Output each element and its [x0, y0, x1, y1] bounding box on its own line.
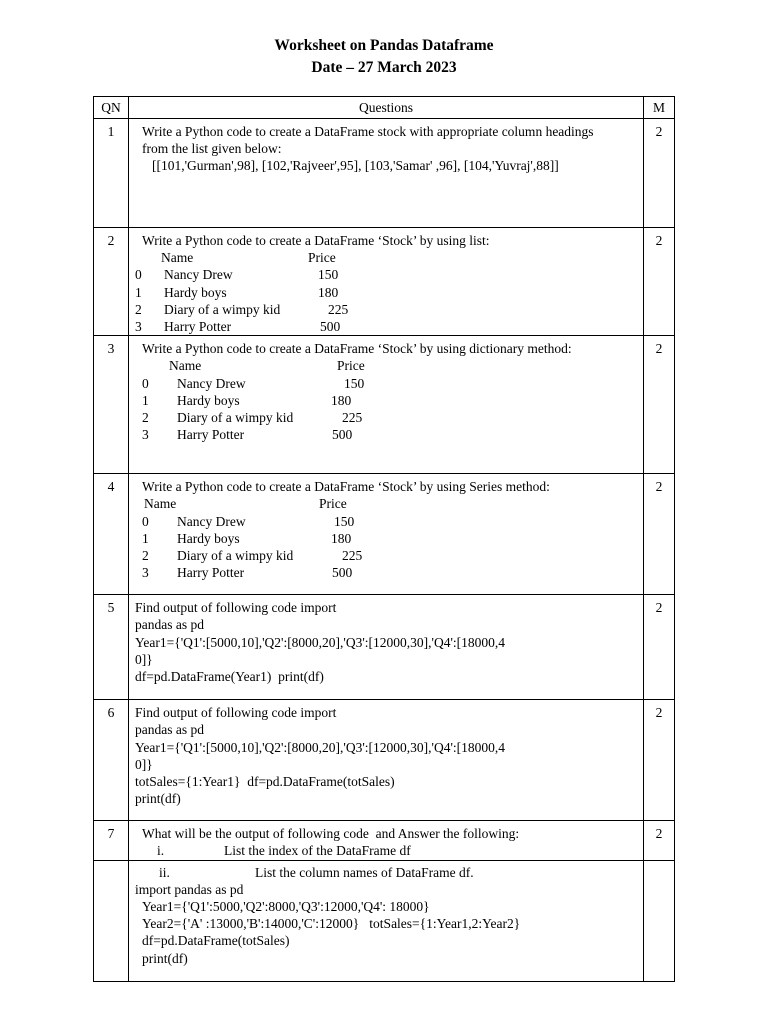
question-text	[129, 336, 644, 474]
question-text	[129, 860, 644, 981]
code-line: Year1={'Q1':5000,'Q2':8000,'Q3':12000,'Q4': 18000}	[142, 899, 430, 915]
question-line: from the list given below:	[142, 141, 282, 157]
header-qn: QN	[94, 97, 129, 119]
sub-question-number: i.	[157, 843, 165, 859]
question-marks: 2	[644, 336, 675, 474]
col-name: Name	[169, 358, 202, 374]
data-table-row: 0 Nancy Drew 150	[142, 375, 365, 391]
question-line: Write a Python code to create a DataFrame ‘Stock’ by using list:	[142, 233, 490, 248]
col-name: Name	[161, 250, 194, 266]
col-price: Price	[319, 496, 347, 512]
question-line: df=pd.DataFrame(Year1) print(df)	[135, 669, 324, 685]
question-line: pandas as pd	[135, 722, 204, 738]
question-line: Write a Python code to create a DataFrame ‘Stock’ by using dictionary method:	[142, 341, 572, 357]
data-table-row: 2 Diary of a wimpy kid 225	[135, 301, 349, 317]
question-text	[129, 821, 644, 860]
data-table-row: 1 Hardy boys 180	[142, 530, 352, 546]
data-table-row: 3 Harry Potter 500	[142, 565, 353, 581]
table-row	[94, 700, 675, 821]
sub-question-text: List the index of the DataFrame df	[224, 843, 411, 859]
question-number: 4	[94, 474, 129, 595]
col-name: Name	[144, 496, 177, 512]
question-text	[129, 228, 644, 336]
data-table-header	[129, 357, 643, 374]
question-line: [[101,'Gurman',98], [102,'Rajveer',95], [103,'Samar' ,96], [104,'Yuvraj',88]]	[152, 158, 559, 174]
question-number: 3	[94, 336, 129, 474]
table-row	[94, 336, 675, 474]
question-number: 1	[94, 119, 129, 228]
data-table-row: 1 Hardy boys 180	[142, 392, 352, 408]
question-text	[129, 119, 644, 228]
data-table-row: 2 Diary of a wimpy kid 225	[142, 548, 363, 564]
table-row	[94, 119, 675, 228]
question-line: Year1={'Q1':[5000,10],'Q2':[8000,20],'Q3':[12000,30],'Q4':[18000,4	[135, 739, 506, 755]
table-row	[94, 860, 675, 981]
code-line: print(df)	[142, 950, 188, 966]
table-row	[94, 228, 675, 336]
data-table-row: 0 Nancy Drew 150	[135, 267, 339, 283]
question-marks: 2	[644, 119, 675, 228]
question-text	[129, 474, 644, 595]
question-number: 5	[94, 595, 129, 700]
col-price: Price	[337, 358, 365, 374]
sub-question-text: List the column names of DataFrame df.	[255, 864, 474, 880]
question-line: 0]}	[135, 651, 153, 667]
question-marks: 2	[644, 700, 675, 821]
table-row	[94, 474, 675, 595]
table-row	[94, 821, 675, 860]
header-marks: M	[644, 97, 675, 119]
worksheet-title: Worksheet on Pandas Dataframe	[274, 37, 494, 54]
question-line: totSales={1:Year1} df=pd.DataFrame(totSales)	[135, 774, 395, 790]
worksheet-date: Date – 27 March 2023	[311, 59, 457, 76]
question-text	[129, 595, 644, 700]
code-line: Year2={'A' :13000,'B':14000,'C':12000} totSales={1:Year1,2:Year2}	[142, 916, 521, 932]
question-marks	[644, 860, 675, 981]
sub-question-number: ii.	[159, 864, 170, 880]
table-row	[94, 595, 675, 700]
code-line: import pandas as pd	[135, 881, 244, 897]
header-questions: Questions	[129, 97, 644, 119]
table-header-row	[94, 97, 675, 119]
question-number: 6	[94, 700, 129, 821]
question-line: Write a Python code to create a DataFrame stock with appropriate column headings	[142, 124, 594, 139]
sub-question	[129, 864, 643, 881]
question-marks: 2	[644, 474, 675, 595]
question-number: 2	[94, 228, 129, 336]
question-line: Write a Python code to create a DataFrame ‘Stock’ by using Series method:	[142, 479, 550, 495]
data-table-header	[129, 249, 643, 266]
code-line: df=pd.DataFrame(totSales)	[142, 933, 290, 949]
data-table-row: 0 Nancy Drew 150	[142, 513, 355, 529]
question-marks: 2	[644, 228, 675, 336]
data-table-row: 3 Harry Potter 500	[135, 319, 341, 335]
question-line: print(df)	[135, 791, 181, 807]
question-line: 0]}	[135, 756, 153, 772]
questions-table	[93, 96, 675, 982]
question-marks: 2	[644, 595, 675, 700]
question-number: 7	[94, 821, 129, 860]
data-table-header	[129, 495, 643, 512]
question-marks: 2	[644, 821, 675, 860]
col-price: Price	[308, 250, 336, 266]
data-table-row: 3 Harry Potter 500	[142, 427, 353, 443]
question-line: Year1={'Q1':[5000,10],'Q2':[8000,20],'Q3':[12000,30],'Q4':[18000,4	[135, 634, 506, 650]
question-line: Find output of following code import	[135, 705, 337, 721]
question-line: pandas as pd	[135, 617, 204, 633]
question-line: What will be the output of following code and Answer the following:	[142, 826, 520, 842]
question-number	[94, 860, 129, 981]
question-line: Find output of following code import	[135, 600, 337, 616]
data-table-row: 2 Diary of a wimpy kid 225	[142, 410, 363, 426]
sub-question	[129, 842, 643, 859]
data-table-row: 1 Hardy boys 180	[135, 284, 339, 300]
question-text	[129, 700, 644, 821]
